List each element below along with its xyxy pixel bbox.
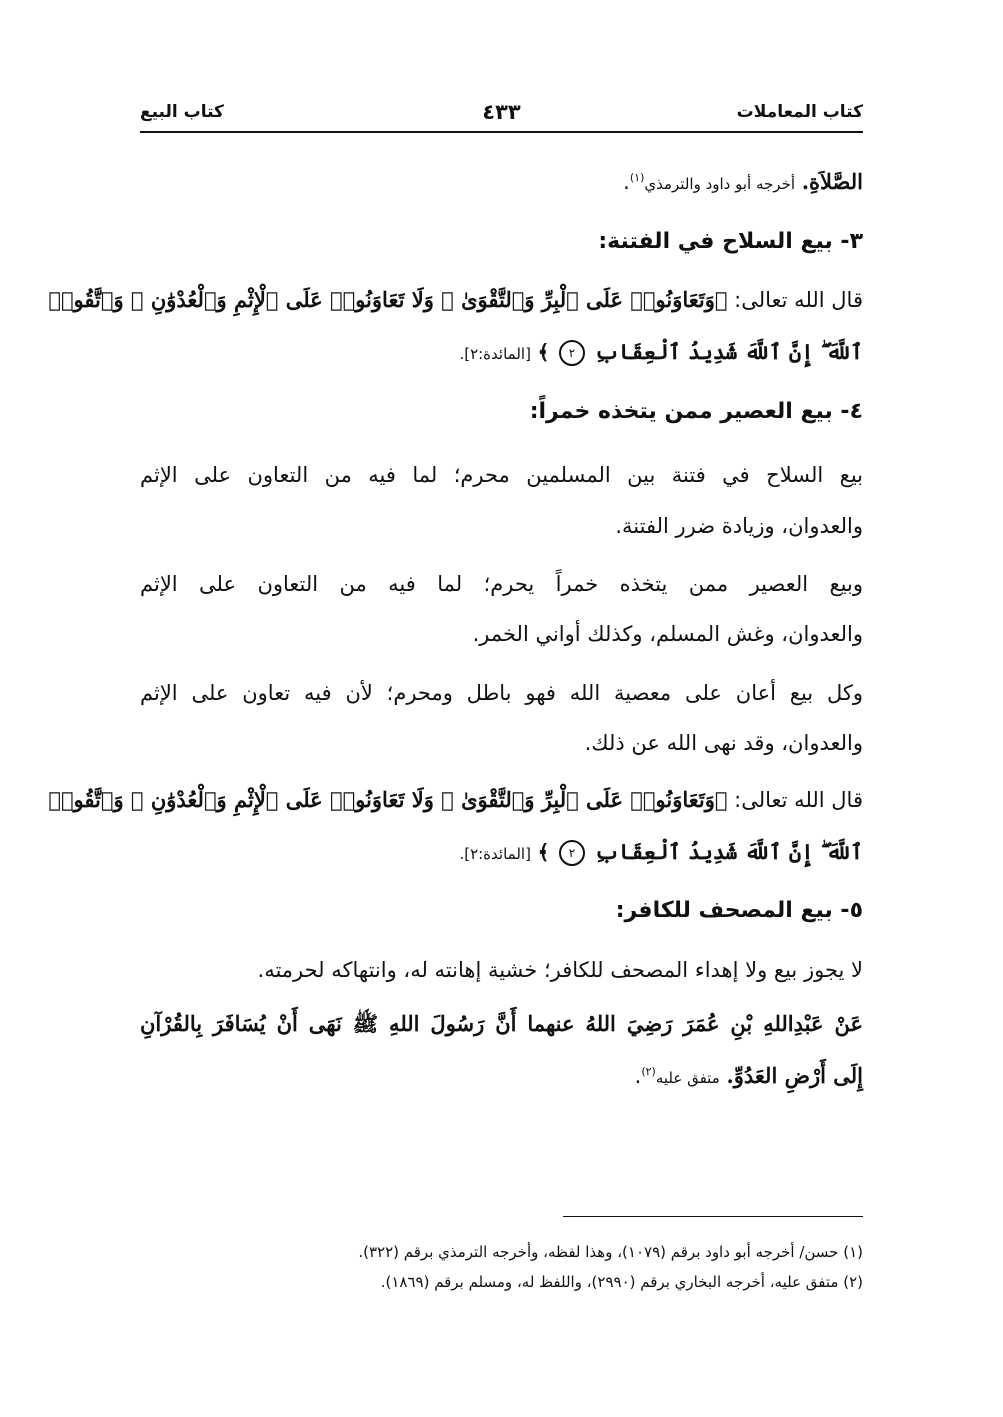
hadith-line — [635, 1060, 863, 1096]
verse-line — [48, 284, 863, 316]
header-book-title: كتاب المعاملات — [736, 102, 863, 122]
hadith-line: عَنْ عَبْدِاللهِ بْنِ عُمَرَ رَضِيَ اللهُ عنهما أَنَّ رَسُولَ اللهِ ﷺ نَهَى أَنْ يُسَافَرَ بِالقُرْآنِ — [140, 1011, 863, 1036]
section-4-heading: ٤- بيع العصير ممن يتخذه خمراً: — [529, 399, 863, 424]
verse-close-bracket: ﴾ — [537, 340, 550, 364]
footnote-marker: (٢) — [641, 1065, 656, 1078]
verse-close-bracket: ﴾ — [537, 840, 550, 864]
verse-line — [459, 336, 863, 370]
page-number: ٤٣٣ — [482, 100, 521, 124]
hadith-reference: أخرجه أبو داود والترمذي — [644, 175, 796, 193]
verse-line — [459, 836, 863, 870]
verse-intro: قال الله تعالى: — [734, 288, 863, 312]
paragraph-line: والعدوان، وزيادة ضرر الفتنة. — [615, 514, 863, 538]
line-end: . — [623, 170, 630, 194]
running-header — [140, 102, 863, 132]
footnote: (٢) متفق عليه، أخرجه البخاري برقم (٢٩٩٠)، واللفظ له، ومسلم برقم (١٨٦٩). — [380, 1273, 863, 1291]
header-chapter-title: كتاب البيع — [140, 102, 224, 122]
quran-verse: ﴿وَتَعَاوَنُوا۟ عَلَى ٱلْبِرِّ وَٱلتَّقْوَىٰ ۖ وَلَا تَعَاوَنُوا۟ عَلَى ٱلْإِثْمِ وَٱلْعُدْوَٰنِ ۚ وَٱتَّقُوا۟ — [48, 287, 728, 312]
verse-intro: قال الله تعالى: — [734, 788, 863, 812]
footnote-divider — [563, 1216, 863, 1217]
paragraph-line: وكل بيع أعان على معصية الله فهو باطل ومحرم؛ لأن فيه تعاون على الإثم — [140, 681, 863, 705]
paragraph-line: بيع السلاح في فتنة بين المسلمين محرم؛ لما فيه من التعاون على الإثم — [140, 463, 863, 487]
paragraph-line: لا يجوز بيع ولا إهداء المصحف للكافر؛ خشية إهانته له، وانتهاكه لحرمته. — [257, 958, 863, 982]
quran-verse: ﴿وَتَعَاوَنُوا۟ عَلَى ٱلْبِرِّ وَٱلتَّقْوَىٰ ۖ وَلَا تَعَاوَنُوا۟ عَلَى ٱلْإِثْمِ وَٱلْعُدْوَٰنِ ۚ وَٱتَّقُوا۟ — [48, 787, 728, 812]
verse-number-marker: ٢ — [559, 340, 585, 366]
continued-hadith-line — [623, 166, 863, 202]
verse-reference: [المائدة:٢]. — [459, 345, 531, 363]
verse-reference: [المائدة:٢]. — [459, 845, 531, 863]
quran-verse: ٱللَّهَ ۖ إِنَّ ٱللَّهَ شَدِيدُ ٱلْعِقَابِ — [594, 339, 863, 364]
header-divider — [140, 131, 863, 133]
paragraph-line: وبيع العصير ممن يتخذه خمراً يحرم؛ لما فيه من التعاون على الإثم — [140, 572, 863, 596]
hadith-text: إِلَى أَرْضِ العَدُوِّ. — [726, 1063, 863, 1088]
hadith-word: الصَّلاَةِ. — [801, 169, 863, 194]
quran-verse: ٱللَّهَ ۖ إِنَّ ٱللَّهَ شَدِيدُ ٱلْعِقَابِ — [594, 839, 863, 864]
section-3-heading: ٣- بيع السلاح في الفتنة: — [598, 229, 863, 254]
paragraph-line: والعدوان، وغش المسلم، وكذلك أواني الخمر. — [472, 622, 863, 646]
line-end: . — [634, 1064, 642, 1088]
footnote: (١) حسن/ أخرجه أبو داود برقم (١٠٧٩)، وهذا لفظه، وأخرجه الترمذي برقم (٣٢٢). — [358, 1243, 863, 1261]
hadith-reference: متفق عليه — [655, 1069, 720, 1087]
paragraph-line: والعدوان، وقد نهى الله عن ذلك. — [584, 731, 863, 755]
section-5-heading: ٥- بيع المصحف للكافر: — [615, 898, 863, 923]
footnote-marker: (١) — [629, 171, 645, 184]
verse-line — [48, 784, 863, 816]
verse-number-marker: ٢ — [559, 840, 585, 866]
